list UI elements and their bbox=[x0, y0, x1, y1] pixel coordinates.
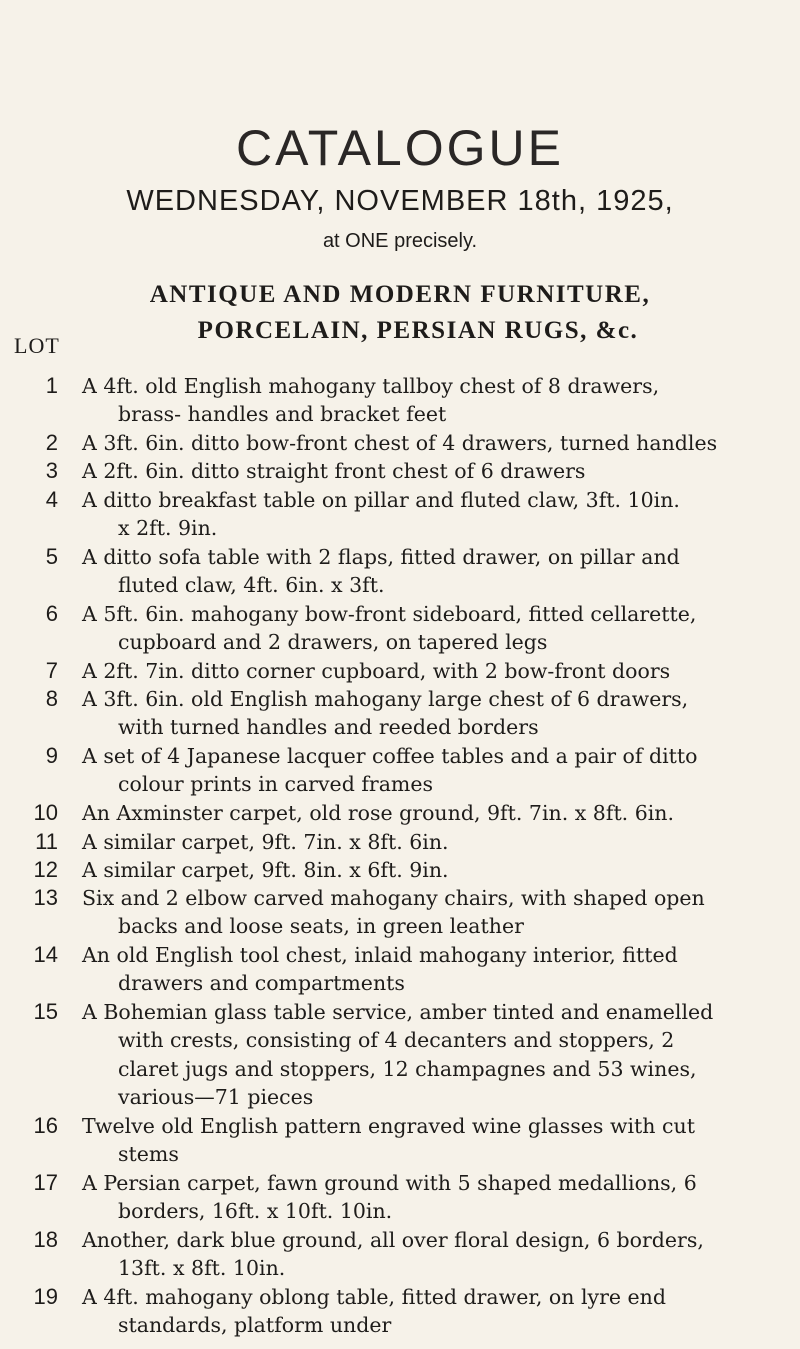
lot-description bbox=[82, 1283, 794, 1340]
lot-number: 11 bbox=[35, 829, 58, 854]
lot-number: 3 bbox=[45, 458, 58, 483]
lot-description-line: standards, platform under bbox=[118, 1313, 392, 1338]
lot-description bbox=[82, 856, 794, 884]
lot-description-line: A Persian carpet, fawn ground with 5 shaped medallions, 6 bbox=[82, 1171, 697, 1195]
lot-description-line: Twelve old English pattern engraved wine glasses with cut bbox=[82, 1114, 695, 1138]
lot-description-line: drawers and compartments bbox=[118, 971, 405, 996]
lot-description bbox=[82, 486, 794, 543]
lot-number: 6 bbox=[45, 601, 58, 626]
lot-description bbox=[82, 742, 794, 799]
lot-description-line: 13ft. x 8ft. 10in. bbox=[118, 1256, 286, 1281]
section-heading-line1: ANTIQUE AND MODERN FURNITURE, bbox=[149, 281, 651, 308]
lot-description bbox=[82, 543, 794, 600]
lot-description-line: A ditto breakfast table on pillar and fluted claw, 3ft. 10in. bbox=[82, 488, 680, 512]
lot-description-line: Another, dark blue ground, all over floral design, 6 borders, bbox=[82, 1228, 704, 1252]
lot-description bbox=[82, 685, 794, 742]
lot-number: 17 bbox=[33, 1170, 58, 1195]
lot-description bbox=[82, 998, 794, 1112]
lot-description-line: A Bohemian glass table service, amber tinted and enamelled bbox=[82, 1000, 714, 1024]
lot-description bbox=[82, 884, 794, 941]
lot-description-line: A 4ft. old English mahogany tallboy chest of 8 drawers, bbox=[82, 374, 660, 398]
lot-description-line: x 2ft. 9in. bbox=[118, 516, 218, 541]
lot-description-line: with turned handles and reeded borders bbox=[118, 715, 539, 740]
catalogue-title: CATALOGUE bbox=[236, 120, 564, 176]
lot-number: 10 bbox=[33, 800, 58, 825]
lot-number: 4 bbox=[45, 487, 58, 512]
lot-description-line: with crests, consisting of 4 decanters and stoppers, 2 bbox=[118, 1028, 675, 1053]
lot-description bbox=[82, 1112, 794, 1169]
lot-number: 13 bbox=[33, 885, 58, 910]
lot-description bbox=[82, 1169, 794, 1226]
lot-description-line: A similar carpet, 9ft. 8in. x 6ft. 9in. bbox=[82, 858, 449, 882]
lot-description-line: A 3ft. 6in. ditto bow-front chest of 4 drawers, turned handles bbox=[82, 431, 718, 455]
lot-number: 16 bbox=[33, 1113, 58, 1138]
lot-description-line: borders, 16ft. x 10ft. 10in. bbox=[118, 1199, 393, 1224]
lot-description-line: stems bbox=[118, 1142, 179, 1167]
lot-number: 5 bbox=[45, 544, 58, 569]
lot-description-line: colour prints in carved frames bbox=[118, 772, 434, 797]
lot-number: 7 bbox=[45, 658, 58, 683]
lot-description-line: fluted claw, 4ft. 6in. x 3ft. bbox=[118, 573, 385, 598]
lot-description bbox=[82, 457, 794, 485]
lot-description-line: A set of 4 Japanese lacquer coffee tables and a pair of ditto bbox=[82, 744, 698, 768]
lot-description-line: various—71 pieces bbox=[118, 1085, 314, 1110]
lot-description-line: A 3ft. 6in. old English mahogany large chest of 6 drawers, bbox=[82, 687, 689, 711]
lot-description-line: A 4ft. mahogany oblong table, fitted drawer, on lyre end bbox=[82, 1285, 667, 1309]
sale-time: at ONE precisely. bbox=[322, 230, 478, 252]
lot-description-line: Six and 2 elbow carved mahogany chairs, with shaped open bbox=[82, 886, 705, 910]
lot-description-line: backs and loose seats, in green leather bbox=[118, 914, 524, 939]
lot-description-line: brass- handles and bracket feet bbox=[118, 402, 447, 427]
lot-description bbox=[82, 828, 794, 856]
lot-number: 19 bbox=[33, 1284, 58, 1309]
lot-description bbox=[82, 799, 794, 827]
sale-date: WEDNESDAY, NOVEMBER 18th, 1925, bbox=[126, 185, 674, 217]
lot-number: 2 bbox=[45, 430, 58, 455]
lot-number: 18 bbox=[33, 1227, 58, 1252]
lot-description-line: A 2ft. 7in. ditto corner cupboard, with 2 bow-front doors bbox=[82, 659, 671, 683]
lot-description bbox=[82, 429, 794, 457]
lot-number: 9 bbox=[45, 743, 58, 768]
lot-description-line: A similar carpet, 9ft. 7in. x 8ft. 6in. bbox=[82, 830, 449, 854]
lot-column-label: LOT bbox=[14, 333, 60, 358]
lot-number: 12 bbox=[33, 857, 58, 882]
lot-number: 8 bbox=[45, 686, 58, 711]
section-heading-line2: PORCELAIN, PERSIAN RUGS, &c. bbox=[197, 317, 639, 344]
lot-description bbox=[82, 1226, 794, 1283]
lot-number: 14 bbox=[33, 942, 58, 967]
lot-description bbox=[82, 600, 794, 657]
lot-number: 15 bbox=[33, 999, 58, 1024]
lot-description-line: A ditto sofa table with 2 flaps, fitted drawer, on pillar and bbox=[82, 545, 680, 569]
lot-description bbox=[82, 657, 794, 685]
lot-number: 1 bbox=[45, 373, 58, 398]
lot-description-line: A 5ft. 6in. mahogany bow-front sideboard, fitted cellarette, bbox=[82, 602, 697, 626]
lot-description bbox=[82, 372, 794, 429]
lot-description bbox=[82, 941, 794, 998]
lot-description-line: claret jugs and stoppers, 12 champagnes and 53 wines, bbox=[118, 1056, 697, 1081]
lot-description-line: A 2ft. 6in. ditto straight front chest of 6 drawers bbox=[82, 459, 586, 483]
lot-description-line: cupboard and 2 drawers, on tapered legs bbox=[118, 630, 548, 655]
lot-description-line: An Axminster carpet, old rose ground, 9ft. 7in. x 8ft. 6in. bbox=[82, 801, 675, 825]
lot-description-line: An old English tool chest, inlaid mahogany interior, fitted bbox=[82, 943, 678, 967]
